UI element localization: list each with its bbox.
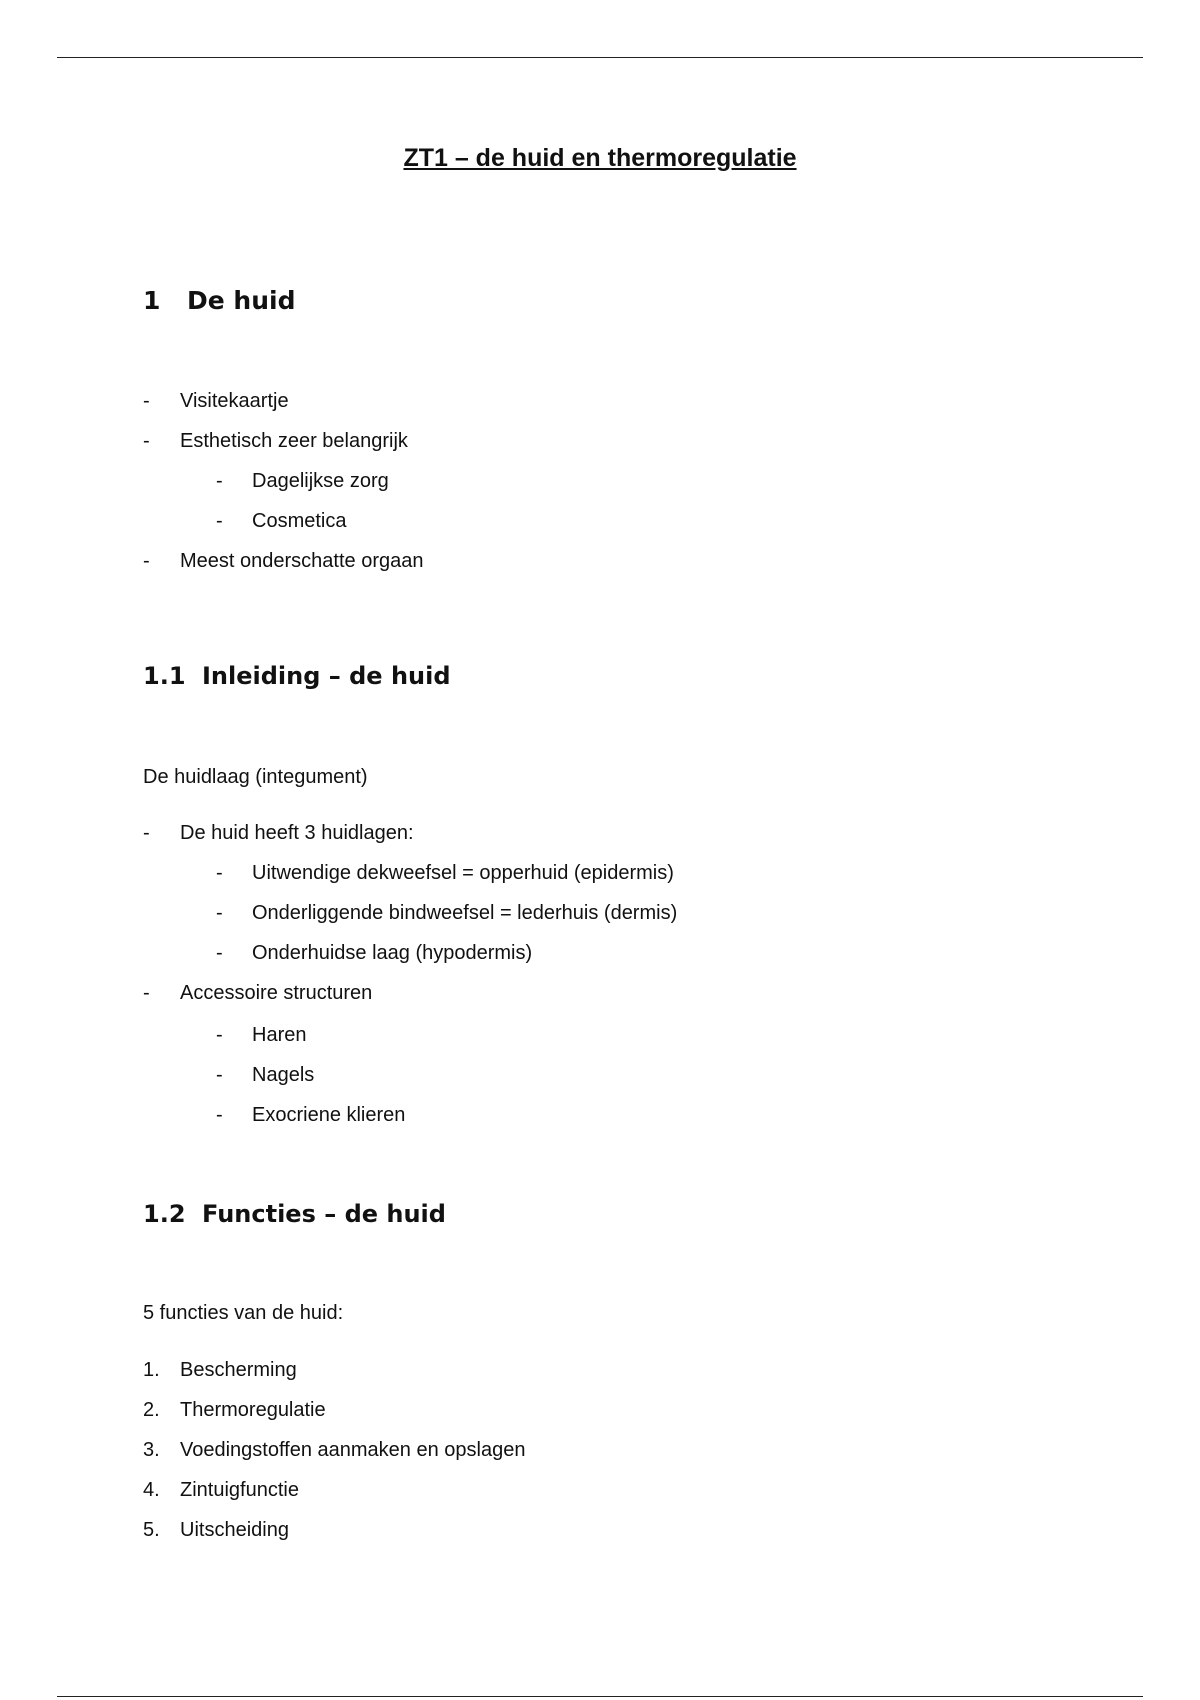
section-title: De huid: [187, 286, 296, 315]
bullet-marker: -: [216, 1104, 223, 1126]
list-number: 2.: [143, 1399, 160, 1421]
section-title: Inleiding – de huid: [202, 662, 451, 690]
bullet-marker: -: [143, 550, 150, 572]
list-number: 5.: [143, 1519, 160, 1541]
bullet-marker: -: [143, 982, 150, 1004]
intro-paragraph: 5 functies van de huid:: [143, 1302, 344, 1324]
list-number: 3.: [143, 1439, 160, 1461]
bullet-marker: -: [143, 430, 150, 452]
section-number: 1: [143, 286, 161, 315]
bullet-marker: -: [216, 1024, 223, 1046]
bullet-marker: -: [216, 862, 223, 884]
intro-paragraph: De huidlaag (integument): [143, 766, 368, 788]
bullet-marker: -: [216, 902, 223, 924]
section-heading-1-2: [143, 1200, 446, 1228]
bullet-marker: -: [216, 1064, 223, 1086]
bullet-marker: -: [143, 822, 150, 844]
bullet-marker: -: [216, 470, 223, 492]
section-title: Functies – de huid: [202, 1200, 446, 1228]
document-title: ZT1 – de huid en thermoregulatie: [403, 144, 797, 172]
bullet-marker: -: [216, 942, 223, 964]
section-number: 1.2: [143, 1200, 186, 1228]
section-heading-1: [143, 286, 295, 315]
header-rule: [57, 57, 1143, 58]
list-number: 4.: [143, 1479, 160, 1501]
list-number: 1.: [143, 1359, 160, 1381]
bullet-marker: -: [143, 390, 150, 412]
footer-rule: [57, 1696, 1143, 1697]
bullet-marker: -: [216, 510, 223, 532]
section-number: 1.1: [143, 662, 186, 690]
section-heading-1-1: [143, 662, 451, 690]
